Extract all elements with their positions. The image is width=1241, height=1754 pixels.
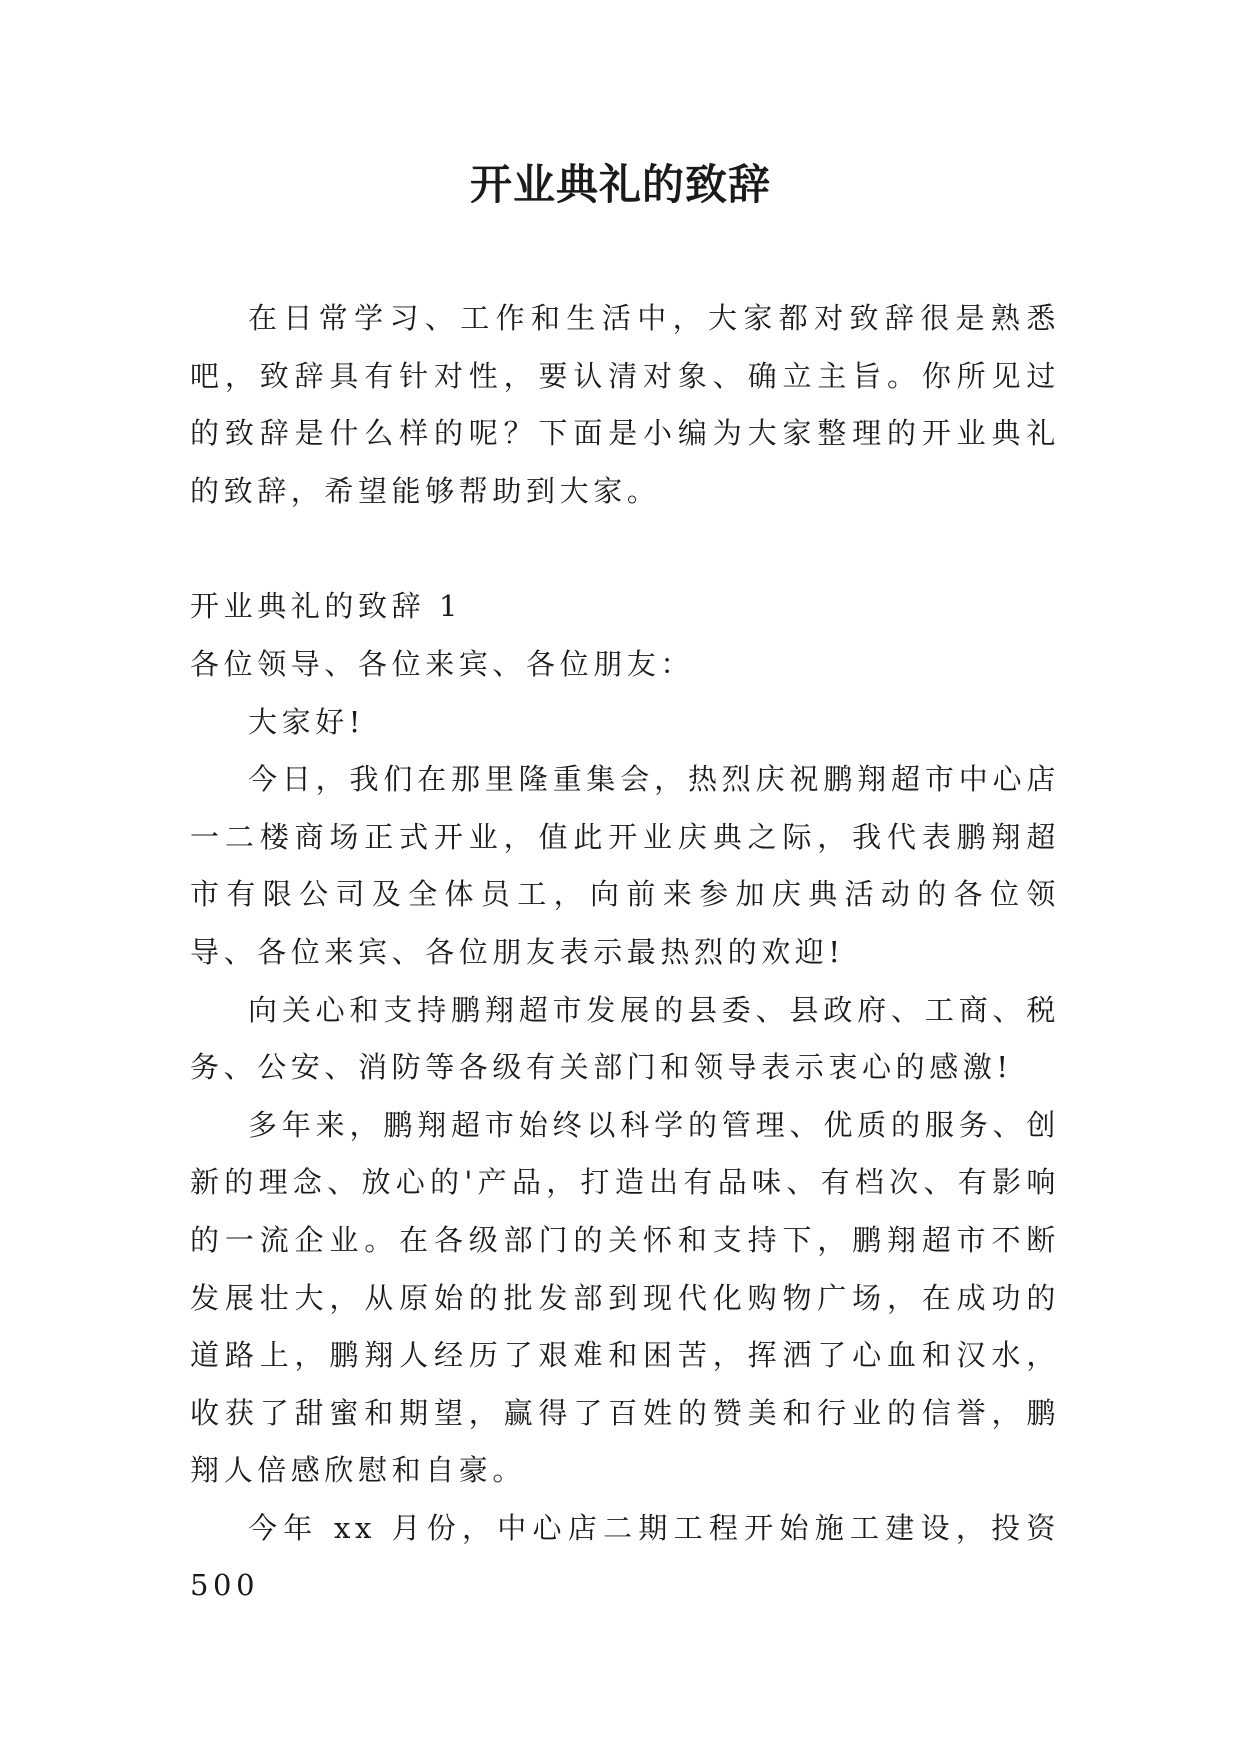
body-paragraph: 向关心和支持鹏翔超市发展的县委、县政府、工商、税务、公安、消防等各级有关部门和领导表示衷心的感激! (190, 992, 1060, 1085)
body-paragraph: 今年 xx 月份，中心店二期工程开始施工建设，投资 500 (190, 1510, 1060, 1603)
section-heading: 开业典礼的致辞 1 (190, 589, 463, 624)
intro-paragraph: 在日常学习、工作和生活中，大家都对致辞很是熟悉吧，致辞具有针对性，要认清对象、确立主旨。你所见过的致辞是什么样的呢？下面是小编为大家整理的开业典礼的致辞，希望能够帮助到大家。 (190, 301, 1060, 508)
paragraph-gap (190, 520, 1060, 578)
body-paragraph: 今日，我们在那里隆重集会，热烈庆祝鹏翔超市中心店一二楼商场正式开业，值此开业庆典之际，我代表鹏翔超市有限公司及全体员工，向前来参加庆典活动的各位领导、各位来宾、各位朋友表示最热烈的欢迎! (190, 762, 1060, 969)
document-title: 开业典礼的致辞 (469, 160, 771, 209)
document-body (190, 290, 1060, 1615)
greeting: 大家好! (248, 704, 366, 739)
body-paragraph: 多年来，鹏翔超市始终以科学的管理、优质的服务、创新的理念、放心的'产品，打造出有品味、有档次、有影响的一流企业。在各级部门的关怀和支持下，鹏翔超市不断发展壮大，从原始的批发部到现代化购物广场，在成功的道路上，鹏翔人经历了艰难和困苦，挥洒了心血和汉水，收获了甜蜜和期望，赢得了百姓的赞美和行业的信誉，鹏翔人倍感欣慰和自豪。 (190, 1107, 1060, 1488)
salutation: 各位领导、各位来宾、各位朋友： (190, 646, 695, 681)
